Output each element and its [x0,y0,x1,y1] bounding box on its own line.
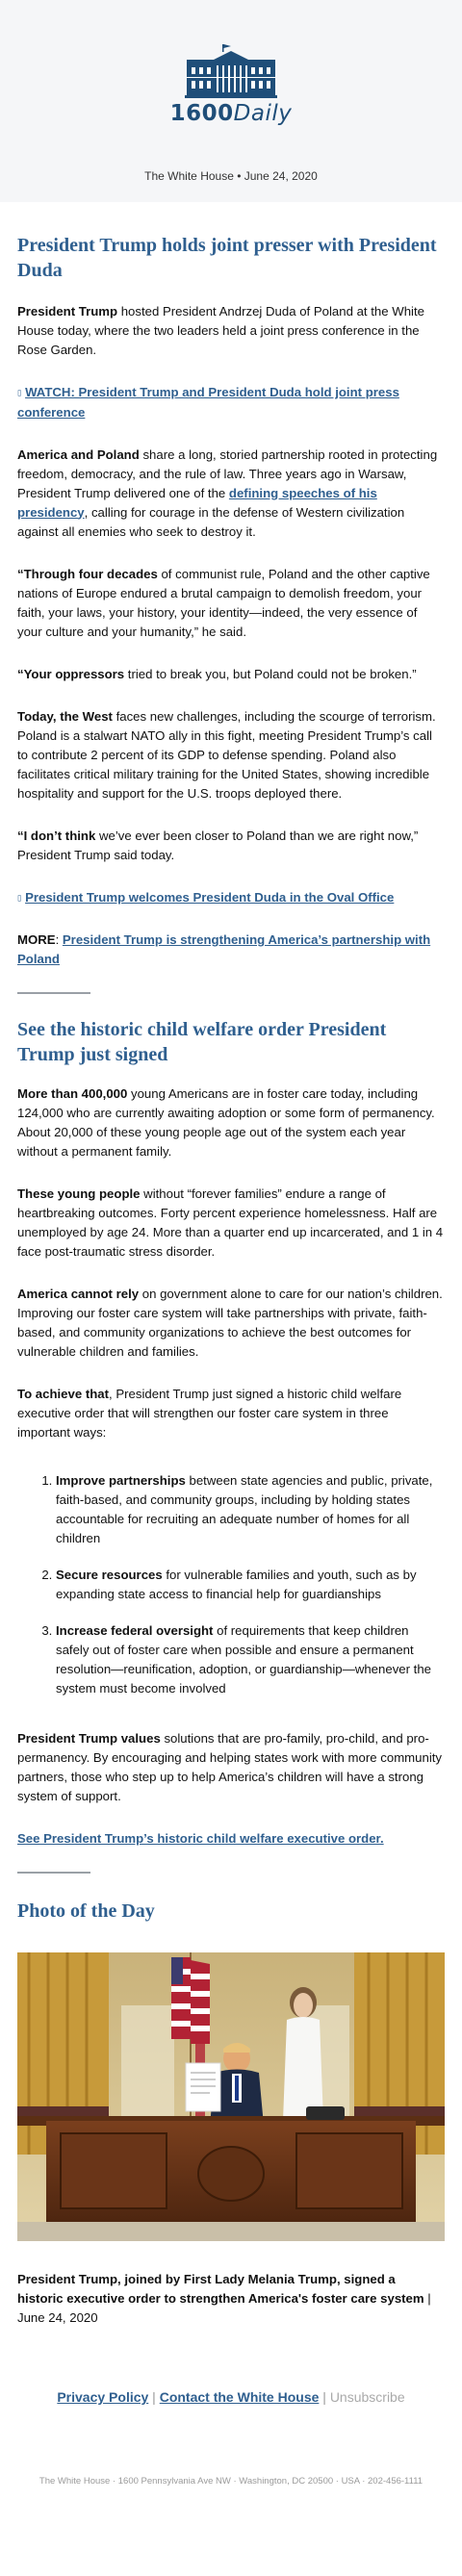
poland-partnership-link[interactable]: President Trump is strengthening America’s partnership with Poland [17,932,431,967]
newsletter-body [0,202,462,2487]
contact-link[interactable]: Contact the White House [159,2389,320,2406]
story2-paragraph-5 [17,1729,445,1806]
story2-paragraph-1 [17,1084,445,1161]
lead-bold: More than 400,000 [17,1086,128,1102]
paragraph-text: faces new challenges, including the scourge of terrorism. Poland is a stalwart NATO ally in this fight, meeting President Trump’s call to contribute 2 percent of its GDP to defense spending. Poland also facilitates critical military training for the United States, showing incredible hospitality and support for the U.S. troops deployed there. [17,708,436,801]
lead-bold: Today, the West [17,708,113,724]
more-label: MORE [17,932,56,948]
caption-date: | June 24, 2020 [17,2291,431,2326]
paragraph-text: of communist rule, Poland and the other captive nations of Europe endured a brutal campaign to demolish freedom, your faith, your laws, your history, your identity—indeed, the very essence of your culture and your humanity,” he said. [17,566,430,639]
photo-section-title: Photo of the Day [17,1900,155,1923]
logo-wordmark [164,101,298,126]
photo-of-the-day [17,1952,445,2241]
lead-bold: America and Poland [17,446,140,462]
newsletter-header [0,0,462,202]
story1-paragraph-4 [17,665,445,684]
list-item-bold: Increase federal oversight [56,1623,214,1639]
story1-paragraph-5 [17,707,445,803]
photo-illustration [17,1952,445,2241]
paragraph-text: share a long, storied partnership rooted in protecting freedom, democracy, and the rule of law. Three years ago in Warsaw, President Trump delivered one of the [17,446,438,500]
oval-office-link-line [17,888,445,908]
dateline: The White House • June 24, 2020 [144,169,318,183]
executive-order-link[interactable]: See President Trump’s historic child welfare executive order. [17,1831,384,1847]
lead-bold: These young people [17,1186,141,1202]
list-item-text: of requirements that keep children safely out of foster care when possible and ensure a permanent resolution—reunification, adoption, or guardianship—whenever the system must become involved [56,1623,432,1696]
list-item-text: for vulnerable families and youth, such as by expanding state access to financial help for guardianships [56,1568,417,1602]
lead-bold: President Trump values [17,1731,161,1747]
paragraph-text: young Americans are in foster care today, including 124,000 who are currently awaiting adoption or some form of permanency. About 20,000 of these young people age out of the system each year without a permanent family. [17,1086,435,1160]
logo [164,42,298,134]
list-item-text: between state agencies and public, private, faith-based, and community groups, including by holding states accountable for recruiting an adequate number of homes for all children [56,1473,433,1546]
tv-icon: ▯ [17,893,22,903]
unsubscribe-link[interactable]: Unsubscribe [329,2389,405,2406]
more-line [17,931,445,969]
caption-bold: President Trump, joined by First Lady Melania Trump, signed a historic executive order to strengthen America's foster care system [17,2272,424,2307]
paragraph-text: tried to break you, but Poland could not be broken.” [124,666,417,681]
story1-paragraph-3 [17,565,445,642]
lead-bold: “Through four decades [17,566,158,581]
tv-icon: ▯ [17,388,22,397]
white-house-icon [185,42,277,98]
defining-speeches-link[interactable]: defining speeches of his presidency [17,485,377,520]
privacy-policy-link[interactable]: Privacy Policy [57,2389,149,2406]
list-item-bold: Secure resources [56,1568,163,1583]
executive-order-link-line [17,1829,445,1849]
list-item [56,1566,445,1604]
lead-bold: “Your oppressors [17,666,125,681]
footer-links [17,2389,445,2405]
oval-office-link[interactable]: President Trump welcomes President Duda in the Oval Office [25,889,395,905]
logo-number: 1600 [169,101,234,126]
footer-separator: | [319,2389,330,2406]
paragraph-text: hosted President Andrzej Duda of Poland at the White House today, where the two leaders held a joint press conference in the Rose Garden. [17,304,424,357]
story2-paragraph-4 [17,1385,445,1442]
watch-press-conference-link[interactable]: WATCH: President Trump and President Duda hold joint press conference [17,385,399,420]
logo-word: Daily [233,101,293,126]
story1-paragraph-1 [17,302,445,360]
paragraph-text: without “forever families” endure a range of heartbreaking outcomes. Forty percent experience homelessness. Half are unemployed by age 24. More than a quarter end up incarcerated, and 1 in 4 face post-traumatic stress disorder. [17,1186,444,1260]
paragraph-text: , calling for courage in the defense of Western civilization against all enemies who seek to destroy it. [17,504,405,539]
story1-title: President Trump holds joint presser with President Duda [17,235,437,281]
lead-bold: America cannot rely [17,1287,140,1302]
list-item [56,1621,445,1698]
story2-title: See the historic child welfare order President Trump just signed [17,1019,387,1066]
watch-link-line [17,383,445,422]
paragraph-text: , President Trump just signed a historic child welfare executive order that will strengthen our foster care system in three important ways: [17,1387,402,1441]
story1-paragraph-2 [17,446,445,542]
story2-paragraph-2 [17,1185,445,1262]
story2-paragraph-3 [17,1285,445,1362]
footer-address: The White House · 1600 Pennsylvania Ave NW · Washington, DC 20500 · USA · 202-456-1111 [38,2476,424,2487]
paragraph-text: solutions that are pro-family, pro-child, and pro-permanency. By encouraging and helping states work with more community partners, those who step up to help America’s children will have a strong system of support. [17,1731,443,1804]
paragraph-text: we’ve ever been closer to Poland than we are right now,” President Trump said today. [17,828,419,862]
photo-caption [17,2270,445,2328]
list-item [56,1471,445,1548]
lead-bold: To achieve that [17,1387,110,1402]
order-actions-list [17,1471,445,1698]
more-separator: : [55,932,63,948]
lead-bold: President Trump [17,304,118,319]
paragraph-text: on government alone to care for our nation’s children. Improving our foster care system will take partnerships with private, faith-based, and community organizations to achieve the best outcomes for vulnerable children and families. [17,1287,443,1360]
list-item-bold: Improve partnerships [56,1473,186,1489]
lead-bold: “I don’t think [17,828,96,843]
story1-paragraph-6 [17,827,445,865]
footer-separator: | [148,2389,160,2406]
